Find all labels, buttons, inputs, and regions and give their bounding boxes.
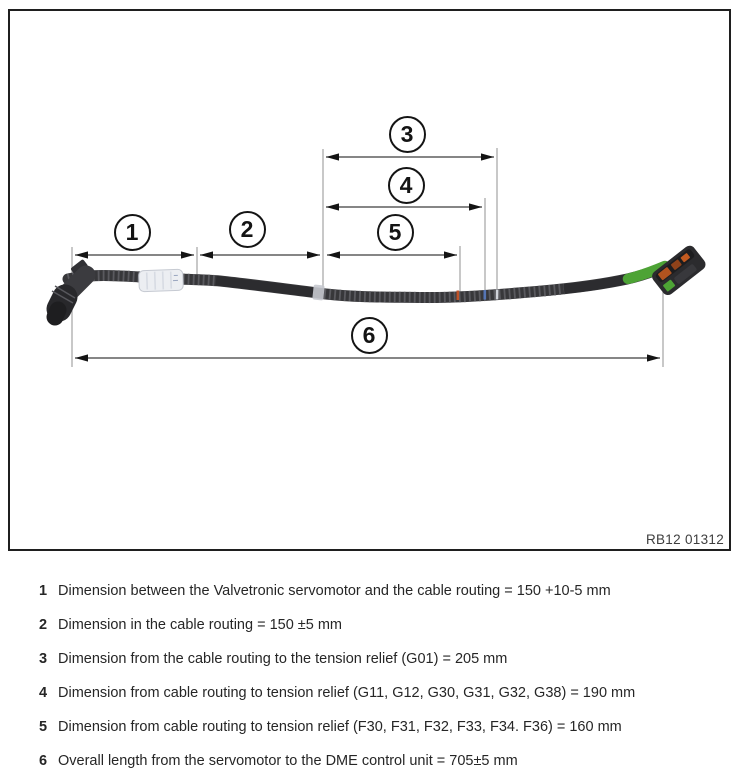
legend-item-4	[39, 683, 729, 704]
servomotor-connector	[52, 259, 88, 317]
callout-6	[351, 317, 388, 354]
mark-gray-g01-relief	[496, 290, 499, 300]
legend-item-2-number: 2	[39, 617, 48, 633]
legend-item-1	[39, 581, 729, 602]
callout-3	[389, 116, 426, 153]
legend-item-3-number: 3	[39, 651, 48, 667]
legend-item-1-text: Dimension between the Valvetronic servomotor and the cable routing = 150 +10-5 mm	[58, 583, 611, 599]
callout-2	[229, 211, 266, 248]
legend-item-1-number: 1	[39, 583, 48, 599]
legend-item-2	[39, 615, 729, 636]
callout-2-label: 2	[240, 215, 254, 242]
dme-connector-body	[650, 243, 708, 297]
callout-3-label: 3	[400, 120, 414, 147]
mark-blue-g-relief	[484, 290, 487, 300]
callout-5-label: 5	[388, 218, 402, 245]
legend-item-5	[39, 717, 729, 738]
legend-item-4-text: Dimension from cable routing to tension relief (G11, G12, G30, G31, G32, G38) = 190 mm	[58, 685, 636, 701]
routing-end-wrap	[312, 284, 325, 300]
mark-orange-f-relief	[457, 291, 460, 301]
cable-routing-sleeve	[216, 281, 324, 294]
cable-harness	[68, 266, 665, 301]
legend	[39, 581, 729, 783]
cable-smooth-right	[564, 278, 630, 289]
legend-item-6-number: 6	[39, 753, 48, 769]
legend-item-5-number: 5	[39, 719, 48, 735]
cable-label-wrap	[139, 269, 184, 292]
diagram-frame	[8, 9, 731, 551]
callout-1	[114, 214, 151, 251]
callout-1-label: 1	[125, 218, 139, 245]
legend-item-6	[39, 751, 729, 772]
legend-item-3-text: Dimension from the cable routing to the tension relief (G01) = 205 mm	[58, 651, 508, 667]
callout-6-label: 6	[362, 321, 376, 348]
figure-id: RB12 01312	[645, 532, 724, 547]
callout-5	[377, 214, 414, 251]
servomotor-connector-tip	[55, 310, 58, 317]
callout-4-label: 4	[399, 171, 413, 198]
cable-diagram	[10, 11, 729, 549]
legend-item-6-text: Overall length from the servomotor to the DME control unit = 705±5 mm	[58, 753, 518, 769]
legend-item-2-text: Dimension in the cable routing = 150 ±5 mm	[58, 617, 343, 633]
legend-item-4-number: 4	[39, 685, 48, 701]
dme-connector	[650, 243, 708, 297]
legend-item-5-text: Dimension from cable routing to tension relief (F30, F31, F32, F33, F34. F36) = 160 mm	[58, 719, 622, 735]
legend-item-3	[39, 649, 729, 670]
callout-4	[388, 167, 425, 204]
